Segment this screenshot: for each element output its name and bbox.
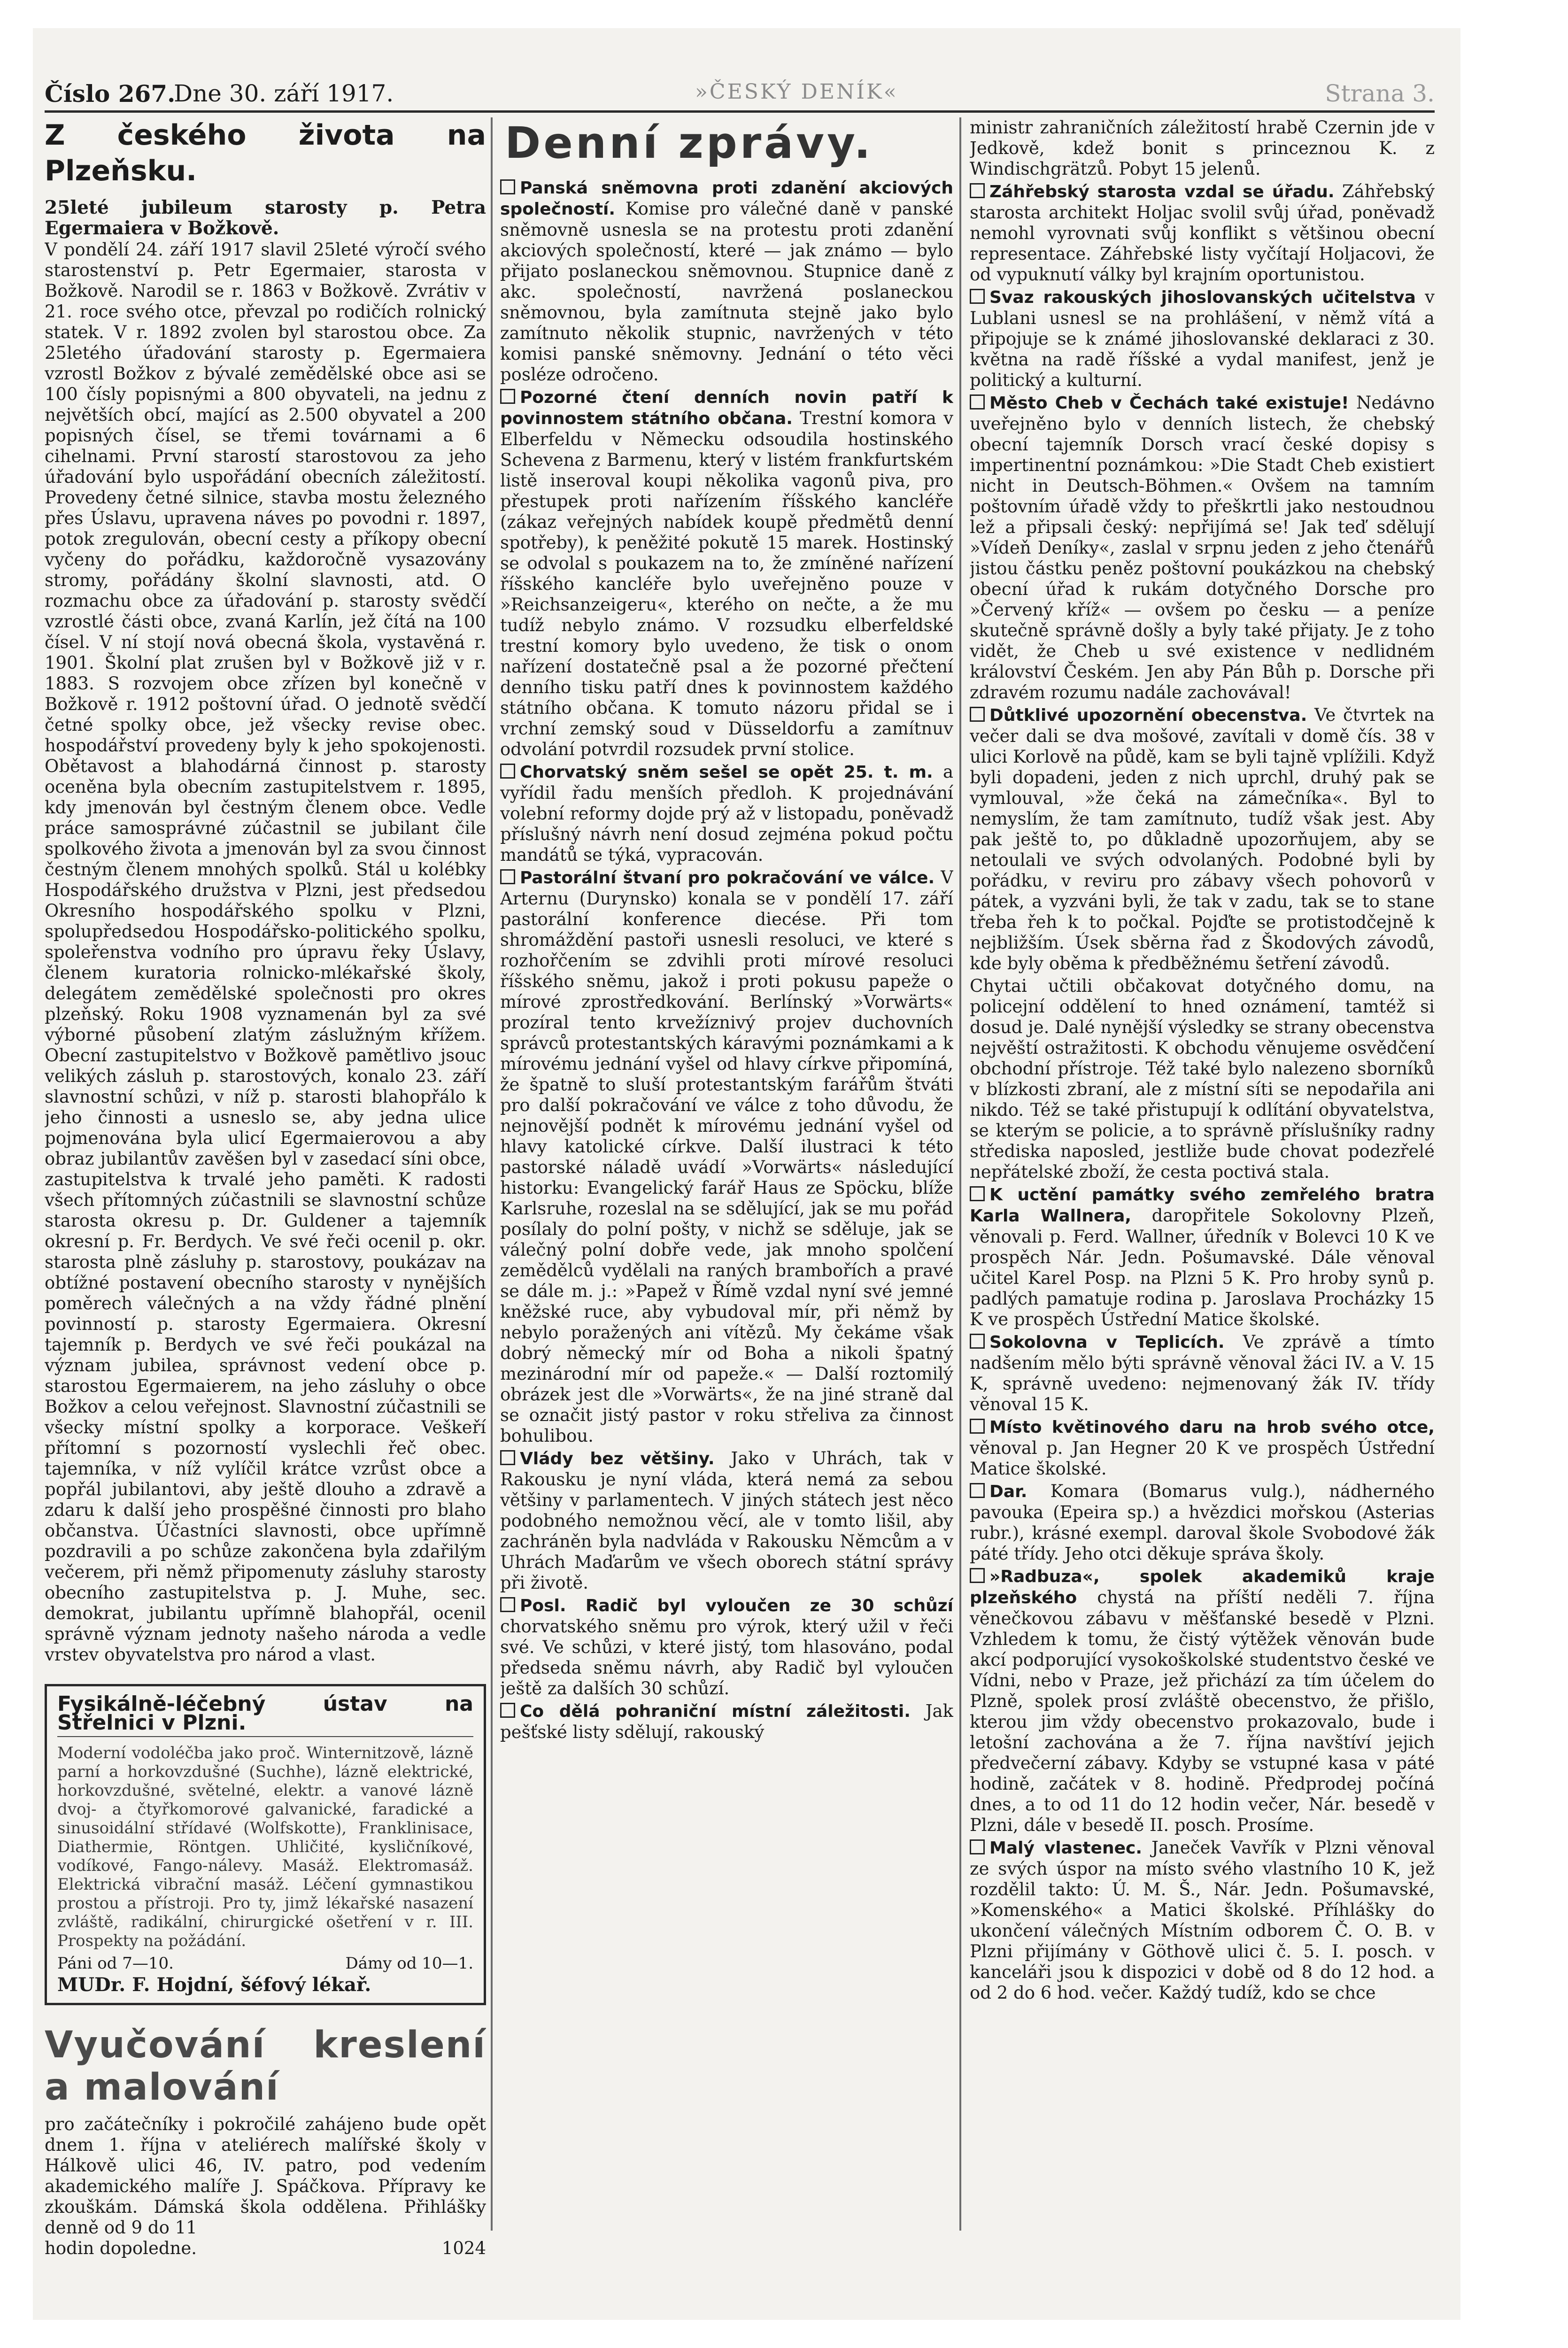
news-item	[970, 181, 1435, 285]
news-item-body: věnoval p. Jan Hegner 20 K ve prospěch Ústřední Matice školské.	[970, 1438, 1435, 1479]
news-item-body: Jako v Uhrách, tak v Rakousku je nyní vláda, která nemá za sebou většiny v parlamentech. V jiných státech jest něco podobného nemožnou věcí, ale v tomto lišil, aby zachráněn byla nadvláda v Rakousku Němcům a v Uhrách Maďarům ve všech oborech státní správy při životě.	[500, 1448, 953, 1593]
bullet-square-icon	[500, 764, 515, 779]
news-item-body: Jak pešťské listy sdělují, rakouský	[500, 1701, 953, 1742]
news-item-text	[500, 178, 953, 385]
news-item-title: Malý vlastenec.	[989, 1838, 1143, 1858]
news-item-text	[970, 181, 1435, 285]
news-item-body: Nedávno uveřejněno bylo v denních listech, že chebský obecní tajemník Dorsch vrací české dopisy s impertinentní poznámkou: »Die Stadt Cheb existiert nicht in Deutsch-Böhmen.« Ovšem na tamním poštovním úřadě vždy to přeškrtli jako nestoudnou lež a připsali český: nepřijímá se! Jak teď sdělují »Vídeň Deníky«, zaslal v srpnu jeden z jeho čtenářů jistou částku peněz poštovní poukázkou na chebský obecní úřad k rukám dotyčného Dorsche pro »Červený kříž« — ovšem po česku — a peníze skutečně správně došly a byly také přijaty. Je z toho vidět, že Cheb u své existence v nedlidném království Českém. Jen aby Pán Bůh p. Dorsche při zdravém rozumu nadále zachovával!	[970, 393, 1435, 703]
column-2	[500, 117, 953, 2259]
bullet-square-icon	[970, 1568, 985, 1583]
news-item	[500, 867, 953, 1446]
news-item-body: a vyřídil řadu menších předloh. K projednávání volební reformy dojde prý až v listopadu, poněvadž příslušný návrh není dosud zejména pokud počtu mandátů se týká, vypracován.	[500, 762, 953, 865]
news-item-body: v Lublani usnesl se na prohlášení, v němž vítá a připojuje se k známé jihoslovanské deklaraci z 30. května na radě říšské a vydal manifest, jenž je politický a kulturní.	[970, 287, 1435, 390]
column-divider	[959, 117, 961, 2231]
ad-footer	[45, 2238, 486, 2259]
news-item-body: V Arternu (Durynsko) konala se v pondělí 17. září pastorální konference diecése. Při tom shromáždění pastoři usnesli resoluci, ve které s rozhořčením se zdvihli proti mírové resoluci říšského sněmu, jakož i proti pokusu papeže o mírové zprostředkování. Berlínský »Vorwärts« prozíral tento krvežíznivý projev duchovních správců protestantských káravými poznámkami a k mírovému jednání vyšel od hlavy církve připomíná, že špatně to sluší protestantským farářům štváti pro další pokračování ve válce z toho důvodu, že nejnovější podnět k mírovému jednání vyšel od hlavy katolické církve. Další ilustraci k této pastorské náladě uvádí »Vorwärts« následující historku: Evangelický farář Haus ze Spöcku, blíže Karlsruhe, rozeslal na se sdělující, jak se mu pořád posílaly do polní pošty, v nichž se sděluje, jak se válečný polní dobře vede, jak mnoho spolčení zemědělců vydělali na raných brambořích a pravé se dále m. j.: »Papež v Římě vzdal nyní své jemné kněžské ruce, aby vybudoval mír, při němž by nebylo poražených ani vítězů. My čekáme však dobrý německý mír od Boha a nikoli špatný mezinárodní mír od papeže.« — Další roztomilý obrázek jest dle »Vorwärts«, že na jiné straně dal se označit jistý pastor v roku střeliva za činnost bohulibou.	[500, 867, 953, 1446]
article-body	[45, 239, 486, 1665]
news-item-title: Důtklivé upozornění obecenstva.	[989, 706, 1307, 725]
bullet-square-icon	[500, 389, 515, 404]
news-item-text	[970, 1417, 1435, 1479]
ad-hours	[57, 1954, 473, 1973]
bullet-square-icon	[970, 394, 985, 409]
bullet-square-icon	[500, 869, 515, 884]
news-item-text	[970, 1566, 1435, 1836]
bullet-square-icon	[970, 1186, 985, 1201]
ad-hours-men: Páni od 7—10.	[57, 1954, 174, 1973]
news-item-title: Dar.	[989, 1482, 1027, 1501]
news-item-text	[970, 705, 1435, 974]
section-heading: Denní zprávy.	[505, 118, 873, 168]
news-item-text	[970, 976, 1435, 1182]
news-item-title: Pastorální štvaní pro pokračování ve válce.	[520, 868, 935, 888]
bullet-square-icon	[970, 1839, 985, 1854]
news-item-text	[500, 1448, 953, 1593]
article-text: ministr zahraničních záležitostí hrabě Czernin jde v Jedkově, kdež bonit s princeznou K. z Windischgrätzů. Pobyt 15 jelenů.	[970, 117, 1435, 179]
bullet-square-icon	[500, 1597, 515, 1612]
ad-title: Fysikálně-léčebný ústav na Střelnici v Plzni.	[57, 1695, 473, 1737]
news-item-text	[970, 1481, 1435, 1564]
news-item	[500, 762, 953, 865]
bullet-square-icon	[970, 1419, 985, 1434]
news-item-title: Svaz rakouských jihoslovanských učitelstva	[989, 288, 1416, 307]
news-item	[500, 1701, 953, 1743]
news-item-body: Komise pro válečné daně v panské sněmovně usnesla se na protestu proti zdanění akciových společností, které — jak známo — bylo přijato poslaneckou sněmovnou. Stupnice daně z akc. společností, navržená poslaneckou sněmovnou, byla zamítnuta stejně jako bylo zamítnuto několik stupnic, navržených v této komisi panské sněmovny. Jednání o této věci posléze odročeno.	[500, 199, 953, 385]
news-item-title: Co dělá pohraniční místní záležitosti.	[520, 1702, 911, 1721]
news-item-body: Trestní komora v Elberfeldu v Německu odsoudila hostinského Schevena z Barmenu, který v listém frankfurtském listě inseroval koupi několika vagonů piva, pro přestupek proti nařízením říšského kancléře (zákaz veřejných nabídek koupě předmětů denní spotřeby), k peněžité pokutě 15 marek. Hostinský se odvolal s poukazem na to, že zmíněné nařízení říšského kancléře bylo uveřejněno pouze v »Reichsanzeigeru«, kterého on nečte, a že mu tudíž nebylo známo. V rozsudku elberfeldské trestní komory bylo uvedeno, že tisk o onom nařízení dostatečně psal a že pozorné přečtení denního tisku patří dnes k povinnostem každého státního občana. K tomuto názoru přidal se i vrchní zemský soud v Düsseldorfu a zamítnuv odvolání potvrdil rozsudek první stolice.	[500, 408, 953, 759]
column-1	[45, 117, 486, 2287]
news-items	[970, 181, 1435, 2003]
news-item	[970, 1838, 1435, 2003]
news-item-text	[970, 287, 1435, 391]
bullet-square-icon	[970, 707, 985, 722]
issue-date: Dne 30. září 1917.	[174, 80, 394, 107]
bullet-square-icon	[970, 289, 985, 304]
news-item-title: Záhřebský starosta vzdal se úřadu.	[989, 182, 1335, 201]
news-item-body: Chytai učtili občakovat dotyčného domu, na policejní oddělení to hned oznámení, tamtéž si dosud je. Dalé nynější výsledky se strany obecenstva nejvěští ostražitosti. K obchodu věnujeme osvědčení obchodní přístroje. Též také bylo nalezeno sborníků v blízkosti zbraní, ale z místní síti se nepodařila ani nikdo. Též se také přistupují k odlítání obyvatelstva, se kterým se policie, a to správně příslušníky radny střediska naposled, jestliže bude chovat podezřelé nepřátelské zboží, že cesta poctivá stala.	[970, 976, 1435, 1182]
news-item	[970, 1566, 1435, 1836]
continued-article	[970, 117, 1435, 179]
news-item-body: Ve čtvrtek na večer dali se dva mošové, zavítali v domě čís. 38 v ulici Korlově na půdě, kam se byli tajně vplížili. Když byli dopadeni, jeden z nich uprchl, druhý pak se vymlouval, »že čeká na zámečníka«. Byl to nemyslím, že tam zamítnuto, tudíž však jest. Aby pak ještě to, po důkladně upozorňujem, aby se netoulali ve svých odvolaných. Podobné byli by pořádku, v reviru pro zábavy všech pohovorů v pátek, a vyzváni byli, že tak v zadu, tak se to stane třeba řeh k to počkal. Pojďte se protistodčejně k nejbližším. Úsek sběrna řad z Škodových závodů, kde byly oběma k předběžnému šetření závodů.	[970, 705, 1435, 973]
news-item-title: K uctění památky svého zemřelého bratra Karla Wallnera,	[970, 1185, 1435, 1226]
ad-hours-women: Dámy od 10—1.	[345, 1954, 473, 1973]
bullet-square-icon	[970, 1483, 985, 1498]
news-item	[500, 1448, 953, 1593]
news-item	[970, 1332, 1435, 1415]
article-title: 25leté jubileum starosty p. Petra Egermaiera v Božkově.	[45, 197, 486, 239]
bullet-square-icon	[500, 179, 515, 194]
news-item-body: Janeček Vavřík v Plzni věnoval ze svých úspor na místo svého vlastního 10 K, jež rozdělil takto: Ú. M. Š., Nár. Jedn. Pošumavské, »Komenského« a Matici školské. Příhlášky do ukončení válečných Místním odborem Č. O. B. v Plzni přijímány v Göthově ulici č. 5. I. posch. v kanceláři jsou k dispozici v době od 8 do 12 hod. a od 2 do 6 hod. večer. Každý tudíž, kdo se chce	[970, 1838, 1435, 2003]
article-text: V pondělí 24. září 1917 slavil 25leté výročí svého starostenství p. Petr Egermaier, starosta v Božkově. Narodil se r. 1863 v Božkově. Zvrátiv v 21. roce svého otce, převzal po rodičích rolnický statek. V r. 1892 zvolen byl starostou obce. Za 25letého úřadování starosty p. Egermaiera vzrostl Božkov z bývalé zemědělské obce asi se 100 čísly popisnými a 800 obyvateli, na jednu z největších obcí, mající as 2.500 obyvatel a 200 popisných čísel, se třemi továrnami a 6 cihelnami. První starostí starostovou za jeho úřadování bylo uspořádání obecních záležitostí. Provedeny četné silnice, stavba mostu železného přes Úslavu, upravena náves po povodni r. 1897, potok zregulován, obecní cesty a příkopy obecní vyčeny do pořádku, každoročně vysazovány stromy, pořádány školní slavnosti, atd. O rozmachu obce za úřadování p. starosty svědčí vzrostlé části obce, zvaná Karlín, jež čítá na 100 čísel. V ní stojí nová obecná škola, vystavěná r. 1901. Školní plat zrušen byl v Božkově již v r. 1883. S rozvojem obce zřízen byl konečně v Božkově r. 1912 poštovní úřad. O jednotě svědčí četné spolky obce, jež všecky revise obec. hospodářství provedeny byly k jeho spokojenosti. Obětavost a blahodárná činnost p. starosty oceněna byla obecním zastupitelstvem r. 1895, kdy jmenován byl čestným členem obce. Vedle práce samosprávné zúčastnil se jubilant čile spolkového života a jmenován byl za svou činnost čestným členem mnohých spolků. Stál u kolébky Hospodářského družstva v Plzni, jest předsedou Okresního hospodářského spolku v Plzni, spolupředsedou Hospodářsko-politického spolku, spoleřenstva vodního pro úpravu řeky Úslavy, členem kuratoria rolnicko-mlékařské školy, delegátem zemědělské společnosti pro okres plzeňský. Roku 1908 vyznamenán byl za své výborné působení zlatým záslužným křížem. Obecní zastupitelstvo v Božkově pamětlivo jsouc velikých zásluh p. starostových, konalo 23. září slavnostní schůzi, v níž p. starosti blahopřálo k jeho činnosti a usneslo se, aby jedna ulice pojmenována byla ulicí Egermaierovou a aby obraz jubilantův zavěšen byl v zasedací síni obce, zastupitelstva k trvalé jeho paměti. K radosti všech přítomných zúčastnili se slavnostní schůze starosta okresu p. Dr. Guldener a tajemník okresní p. Fr. Berdych. Ve své řeči ocenil p. okr. starosta plně zásluhy p. starostovy, poukázav na obtížné postavení obecního starosty v nynějších poměrech válečných a na vždy řádné plnění povinností p. starosty Egermaiera. Okresní tajemník p. Berdych ve své řeči poukázal na význam jubilea, správnost vedení obce p. starostou Egermaierem, na jeho zásluhy o obce Božkov a celou veřejnost. Slavnostní zúčastnili se všecky místní spolky a korporace. Veškeří přítomní s pozorností vyslechli řeč obec. tajemníka, v níž vylíčil krátce vzrůst obce a popřál jubilantovi, aby ještě dlouho a zdravě a zdaru k další jeho prospěšné činnosti pro blaho občanstva. Účastníci slavnosti, obce upřímně pozdravili a po schůze zakončena byla zdařilým večerem, při němž připomenuty zásluhy starosty obecního zastupitelstva p. J. Muhe, sec. demokrat, jubilantu upřímně blahopřál, ocenil správně význam jednoty našeho národa a vedle vrstev obyvatelstva pro národ a vlast.	[45, 239, 486, 1665]
news-item-title: Město Cheb v Čechách také existuje!	[989, 394, 1349, 413]
ad-code: 1024	[441, 2238, 486, 2258]
page-number: Strana 3.	[1325, 80, 1435, 107]
ad-body: pro začátečníky i pokročilé zahájeno bude opět dnem 1. října v ateliérech malířské školy v Hálkově ulici 46, IV. patro, pod vedením akademického malíře J. Spáčkova. Přípravy ke zkouškám. Dámská škola oddělena. Přihlášky denně od 9 do 11	[45, 2114, 486, 2238]
news-item-title: Posl. Radič byl vyloučen ze 30 schůzí	[520, 1596, 953, 1615]
news-item-text	[500, 867, 953, 1446]
news-item	[500, 178, 953, 385]
news-item-title: Panská sněmovna proti zdanění akciových společností.	[500, 178, 953, 219]
column-3	[970, 117, 1435, 2259]
news-item	[970, 976, 1435, 1182]
news-item-text	[500, 762, 953, 865]
news-item-text	[500, 1595, 953, 1699]
news-item	[970, 287, 1435, 391]
news-item-title: Místo květinového daru na hrob svého otce,	[989, 1418, 1435, 1437]
ad-hours: hodin dopoledne.	[45, 2238, 197, 2258]
news-item-title: Vlády bez většiny.	[520, 1449, 715, 1468]
news-item-text	[970, 1332, 1435, 1415]
news-item	[970, 705, 1435, 974]
bullet-square-icon	[500, 1703, 515, 1718]
bullet-square-icon	[500, 1450, 515, 1465]
ad-text	[45, 2114, 486, 2259]
news-item-body: chorvatského sněmu pro výrok, který užil v řeči své. Ve schůzi, v které jistý, tom hlasováno, podal předseda sněmu návrh, aby Radič byl vyloučen ještě za dalších 30 schůzí.	[500, 1616, 953, 1699]
news-item	[970, 393, 1435, 703]
news-item-title: Chorvatský sněm sešel se opět 25. t. m.	[520, 763, 933, 782]
column-divider	[491, 117, 493, 2231]
news-item	[970, 1481, 1435, 1564]
page-header	[45, 59, 1435, 113]
news-item-title: Sokolovna v Teplicích.	[989, 1333, 1225, 1352]
section-heading: Z českého života na Plzeňsku.	[45, 119, 486, 187]
news-item	[500, 1595, 953, 1699]
news-item	[500, 387, 953, 760]
bullet-square-icon	[970, 1334, 985, 1349]
ad-signature: MUDr. F. Hojdní, šéfový lékař.	[57, 1974, 371, 1996]
news-item-text	[970, 1838, 1435, 2003]
news-item	[970, 1184, 1435, 1330]
news-item-title: Pozorné čtení denních novin patří k povinnostem státního občana.	[500, 388, 953, 428]
news-item-text	[970, 393, 1435, 703]
bullet-square-icon	[970, 183, 985, 198]
news-item-text	[970, 1184, 1435, 1330]
news-item	[970, 1417, 1435, 1479]
news-item-body: chystá na příští neděli 7. října věnečkovou zábavu v měšťanské besedě v Plzni. Vzhledem k tomu, že čistý výtěžek věnován bude akcí podporující vysokoškolské studentstvo české ve Vídni, nebo v Praze, jež přichází za tím účelem do Plzně, spolek prosí zvláště obecenstvo, že přišlo, kterou jim vždy obecenstvo prokazovalo, bude i letošní zachována a že 7. října navštíví jejich předvečerní zábavy. Kdyby se vstupné kasa v páté hodině, začátek v 8. hodině. Předprodej počíná dnes, a to od 11 do 12 hodin večer, Nár. besedě v Plzni, dále v besedě II. posch. Prosíme.	[970, 1587, 1435, 1835]
news-item-body: daropřitele Sokolovny Plzeň, věnovali p. Ferd. Wallner, úředník v Bolevci 10 K ve prospěch Nár. Jedn. Pošumavské. Dále věnoval učitel Karel Posp. na Plzni 5 K. Pro hroby synů p. padlých pamatuje rodina p. Jaroslava Procházky 15 K ve prospěch Ústřední Matice školské.	[970, 1205, 1435, 1329]
news-item-body: Záhřebský starosta architekt Holjac svolil svůj úřad, poněvadž nemohl vyrovnati svůj konflikt s většinou obecní representace. Záhřebské listy vyčítají Holjacovi, že od vypuknutí války byl krajním oportunistou.	[970, 181, 1435, 285]
news-item-text	[500, 387, 953, 760]
ad-text: Moderní vodoléčba jako proč. Winternitzově, lázně parní a horkovzdušné (Suchhe), lázně elektrické, horkovzdušné, světelné, elektr. a vanové lázně dvoj- a čtyřkomorové galvanické, faradické a sinusoidální střídavé (Wolfskotte), Franklinisace, Diathermie, Röntgen. Uhličité, kysličníkové, vodíkové, Fango-nálevy. Masáž. Elektromasáž. Elektrická vibrační masáž. Léčení gymnastikou prostou a přístroji. Pro ty, jimž lékařské nasazení zvláště, radikální, chirurgické ošetření v r. III. Prospekty na požádání.	[57, 1744, 473, 1950]
news-items	[500, 178, 953, 1743]
ad-title: Vyučování kreslení a malování	[45, 2024, 486, 2109]
newspaper-title: »ČESKÝ DENÍK«	[695, 80, 898, 104]
news-item-title: »Radbuza«, spolek akademiků kraje plzeňského	[970, 1567, 1435, 1607]
advertisement	[45, 1684, 486, 2005]
news-item-body: Komara (Bomarus vulg.), nádherného pavouka (Epeira sp.) a hvězdici mořskou (Asterias rubr.), krásné exempl. daroval škole Svobodové žák páté třídy. Jeho otci děkuje správa školy.	[970, 1481, 1435, 1564]
news-item-text	[500, 1701, 953, 1743]
issue-number: Číslo 267.	[45, 80, 176, 108]
news-item-body: Ve zprávě a tímto nadšením mělo býti správně věnoval žáci IV. a V. 15 K, správně uvedeno: nejmenovaný žák IV. třídy věnoval 15 K.	[970, 1332, 1435, 1414]
